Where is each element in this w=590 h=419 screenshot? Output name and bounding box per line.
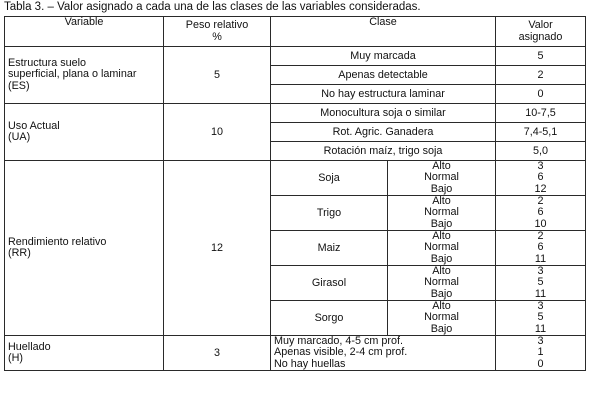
valor-value: 11 <box>534 252 547 265</box>
crop-name: Soja <box>271 161 388 196</box>
level-label: Alto <box>432 230 451 243</box>
valor-cell: 10-7,5 <box>496 104 586 123</box>
level-label: Normal <box>424 171 459 184</box>
level-label: Alto <box>432 300 451 313</box>
valor-value: 6 <box>537 171 544 184</box>
table-caption: Tabla 3. – Valor asignado a cada una de las clases de las variables consideradas. <box>4 1 421 13</box>
valor-value: 2 <box>537 195 544 208</box>
clase-cell: Rotación maíz, trigo soja <box>271 142 496 161</box>
valor-value: 11 <box>534 322 547 335</box>
variable-rr-line1: Rendimiento relativo <box>8 235 107 248</box>
clase-h-line: Apenas visible, 2-4 cm prof. <box>274 346 408 359</box>
header-peso-relativo <box>164 17 271 47</box>
crop-values <box>496 266 586 301</box>
clase-cell: Apenas detectable <box>271 66 496 85</box>
valor-h <box>496 336 586 371</box>
peso-es: 5 <box>164 47 271 104</box>
peso-ua: 10 <box>164 104 271 161</box>
crop-values <box>496 231 586 266</box>
valor-value: 2 <box>537 230 544 243</box>
valor-value: 1 <box>537 346 544 359</box>
header-valor-asignado <box>496 17 586 47</box>
variables-table <box>4 16 586 371</box>
crop-values <box>496 301 586 336</box>
clase-cell: No hay estructura laminar <box>271 85 496 104</box>
level-label: Bajo <box>430 287 453 300</box>
header-variable: Variable <box>5 17 164 47</box>
level-label: Normal <box>424 311 459 324</box>
crop-levels <box>388 266 496 301</box>
variable-ua-line1: Uso Actual <box>8 119 60 132</box>
header-row <box>5 17 586 47</box>
level-label: Bajo <box>430 217 453 230</box>
header-valor-line1: Valor <box>528 19 553 32</box>
variable-es-line2: superficial, plana o laminar <box>8 68 137 81</box>
level-label: Alto <box>432 160 451 173</box>
valor-cell: 5,0 <box>496 142 586 161</box>
crop-levels <box>388 161 496 196</box>
crop-values <box>496 196 586 231</box>
crop-levels <box>388 301 496 336</box>
valor-value: 11 <box>534 287 547 300</box>
table-row <box>5 161 586 196</box>
crop-values <box>496 161 586 196</box>
crop-name: Trigo <box>271 196 388 231</box>
variable-ua <box>5 104 164 161</box>
clase-h <box>271 336 496 371</box>
variable-rr <box>5 161 164 336</box>
level-label: Normal <box>424 276 459 289</box>
crop-name: Sorgo <box>271 301 388 336</box>
clase-h-line: Muy marcado, 4-5 cm prof. <box>274 335 404 348</box>
variable-ua-line2: (UA) <box>8 131 31 143</box>
valor-value: 3 <box>537 335 544 348</box>
variable-rr-line2: (RR) <box>8 247 31 259</box>
header-peso-line1: Peso relativo <box>185 19 249 32</box>
table-row <box>5 47 586 66</box>
valor-value: 6 <box>537 241 544 254</box>
clase-cell: Monocultura soja o similar <box>271 104 496 123</box>
clase-cell: Rot. Agric. Ganadera <box>271 123 496 142</box>
variable-h-line2: (H) <box>8 352 23 364</box>
clase-cell: Muy marcada <box>271 47 496 66</box>
valor-cell: 2 <box>496 66 586 85</box>
level-label: Normal <box>424 241 459 254</box>
valor-value: 3 <box>537 300 544 313</box>
variable-h-line1: Huellado <box>8 340 51 353</box>
valor-value: 12 <box>534 182 547 195</box>
crop-name: Girasol <box>271 266 388 301</box>
level-label: Normal <box>424 206 459 219</box>
variable-es-line1: Estructura suelo <box>8 57 87 70</box>
valor-value: 6 <box>537 206 544 219</box>
valor-cell: 5 <box>496 47 586 66</box>
header-clase: Clase <box>271 17 496 47</box>
valor-value: 3 <box>537 160 544 173</box>
valor-value: 5 <box>537 276 544 289</box>
crop-name: Maiz <box>271 231 388 266</box>
valor-cell: 0 <box>496 85 586 104</box>
variable-h <box>5 336 164 371</box>
level-label: Alto <box>432 265 451 278</box>
crop-levels <box>388 196 496 231</box>
variable-es-line3: (ES) <box>8 79 30 92</box>
table-row <box>5 104 586 123</box>
peso-rr: 12 <box>164 161 271 336</box>
peso-h: 3 <box>164 336 271 371</box>
header-valor-line2: asignado <box>518 30 563 43</box>
level-label: Alto <box>432 195 451 208</box>
valor-value: 10 <box>534 217 547 230</box>
valor-value: 3 <box>537 265 544 278</box>
valor-cell: 7,4-5,1 <box>496 123 586 142</box>
clase-h-line: No hay huellas <box>274 357 346 370</box>
level-label: Bajo <box>430 322 453 335</box>
table-row <box>5 336 586 371</box>
header-peso-line2: % <box>212 30 222 43</box>
variable-es <box>5 47 164 104</box>
crop-levels <box>388 231 496 266</box>
level-label: Bajo <box>430 182 453 195</box>
valor-value: 0 <box>537 357 544 370</box>
level-label: Bajo <box>430 252 453 265</box>
valor-value: 5 <box>537 311 544 324</box>
